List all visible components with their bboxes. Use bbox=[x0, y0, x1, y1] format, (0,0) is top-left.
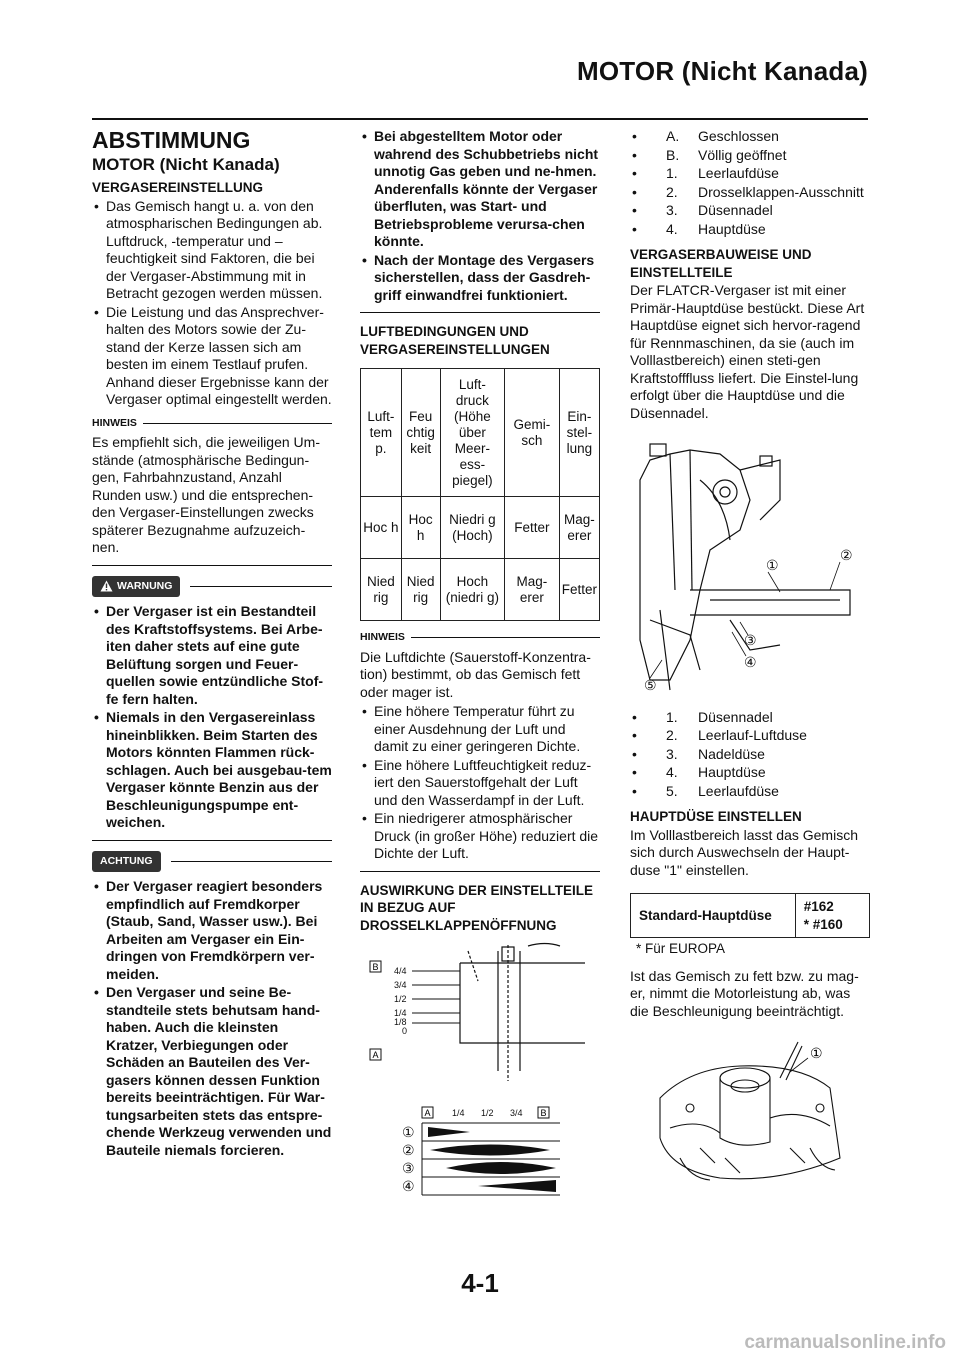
table-cell: Fetter bbox=[559, 559, 599, 621]
conditions-table bbox=[360, 368, 600, 621]
divider bbox=[92, 840, 332, 841]
scale-label-b: B bbox=[540, 1108, 547, 1118]
carburetor-figure bbox=[630, 440, 870, 696]
table-cell: Hoc h bbox=[361, 497, 402, 559]
photo-callout-1: ① bbox=[810, 1045, 823, 1061]
note-label: HINWEIS bbox=[92, 416, 137, 429]
opening-label: 4/4 bbox=[394, 966, 407, 976]
table-header-cell: Ein-stel-lung bbox=[559, 369, 599, 497]
note-bullets bbox=[360, 703, 600, 863]
caution-bullets bbox=[92, 878, 332, 1159]
luftbedingungen-title: LUFTBEDINGUNGEN UND VERGASEREINSTELLUNGEN bbox=[360, 324, 550, 357]
figure-legend bbox=[630, 709, 870, 801]
table-row bbox=[631, 894, 870, 938]
warning-badge: WARNUNG bbox=[92, 576, 180, 598]
table-header-cell: Feu chtig keit bbox=[401, 369, 440, 497]
header-rule bbox=[92, 118, 868, 120]
callout-4: ④ bbox=[744, 654, 757, 670]
warning-bullets bbox=[92, 603, 332, 832]
row-callout: ① bbox=[402, 1124, 415, 1140]
table-cell: Fetter bbox=[505, 497, 560, 559]
opening-label: 1/2 bbox=[394, 994, 407, 1004]
list-item: • Eine höhere Temperatur führt zu einer Ausdehnung der Luft und damit zu einer geringeren Dichte. bbox=[360, 703, 600, 756]
table-header-cell: Gemi-sch bbox=[505, 369, 560, 497]
opening-label: 0 bbox=[402, 1026, 408, 1036]
main-jet-photo bbox=[630, 1038, 870, 1188]
hauptduese-title: HAUPTDÜSE EINSTELLEN bbox=[630, 809, 802, 824]
list-item: • Der Vergaser ist ein Bestandteil des Kraftstoffsystems. Bei Arbe-iten daher stets auf eine gute Belüftung sorgen und Feuer-quellen sowie entzündliche Stof-fe fern halten. bbox=[92, 603, 332, 708]
list-item: • Das Gemisch hangt u. a. von den atmospharischen Bedingungen ab. Luftdruck, -temperatur und –feuchtigkeit sind Faktoren, die bei der Vergaser-Abstimmung mit in Betracht gezogen werden müssen. bbox=[92, 198, 332, 303]
column-right bbox=[630, 128, 870, 1193]
scale-label: 1/2 bbox=[481, 1108, 494, 1118]
list-item: • A. Geschlossen bbox=[630, 128, 870, 146]
scale-label-a: A bbox=[424, 1108, 431, 1118]
column-left bbox=[92, 128, 332, 1165]
spec-table bbox=[630, 893, 870, 938]
list-item: • 1. Düsennadel bbox=[630, 709, 870, 727]
list-item: • Den Vergaser und seine Be-standteile stets behutsam hand-haben. Auch die kleinsten Kratzer, Verbiegungen oder Schäden an Bauteilen des Ver-gasers können dessen Funktion bereits beeinträchtigen. Für War-tungsarbeiten stets das entspre-chende Werkzeug verwenden und Bauteile niemals forcieren. bbox=[92, 984, 332, 1159]
label-b: B bbox=[372, 962, 379, 972]
callout-5: ⑤ bbox=[644, 677, 657, 693]
label-a: A bbox=[372, 1050, 379, 1060]
table-header-row bbox=[361, 369, 600, 497]
callout-2: ② bbox=[840, 547, 853, 563]
caution-header bbox=[92, 851, 332, 873]
table-cell: Mag-erer bbox=[505, 559, 560, 621]
table-cell: Hoc h bbox=[401, 497, 440, 559]
table-cell: Nied rig bbox=[361, 559, 402, 621]
list-item: • 2. Drosselklappen-Ausschnitt bbox=[630, 184, 870, 202]
opening-label: 3/4 bbox=[394, 980, 407, 990]
scale-label: 1/4 bbox=[452, 1108, 465, 1118]
row-callout: ② bbox=[402, 1142, 415, 1158]
table-header-cell: Luft-druck (Höhe über Meer-ess-piegel) bbox=[440, 369, 504, 497]
list-item: • 3. Düsennadel bbox=[630, 202, 870, 220]
list-item: • 1. Leerlaufdüse bbox=[630, 165, 870, 183]
list-item: • 4. Hauptdüse bbox=[630, 221, 870, 239]
watermark: carmanualsonline.info bbox=[744, 1332, 946, 1353]
list-item: • Bei abgestelltem Motor oder wahrend des Schubbetriebs nicht unnotig Gas geben und ne-hmen. Anderenfalls könnte der Vergaser überfluten, was Start- und Betriebsprobleme verursa-chen könnte. bbox=[360, 128, 600, 251]
list-item: • B. Völlig geöffnet bbox=[630, 147, 870, 165]
throttle-opening-diagram bbox=[360, 941, 600, 1231]
vergasereinstellung-title: VERGASEREINSTELLUNG bbox=[92, 180, 264, 195]
list-item: • Ein niedrigerer atmosphärischer Druck (in großer Höhe) reduziert die Dichte der Luft. bbox=[360, 810, 600, 863]
opening-label: 1/4 bbox=[394, 1008, 407, 1018]
section-subheading: MOTOR (Nicht Kanada) bbox=[92, 154, 280, 174]
warning-header bbox=[92, 576, 332, 598]
note-header bbox=[92, 415, 332, 433]
callout-3: ③ bbox=[744, 632, 757, 648]
list-item: • Der Vergaser reagiert besonders empfindlich auf Fremdkorper (Staub, Sand, Wasser usw.). Bei Arbeiten am Vergaser ein Ein-dringen von Fremdkörpern ver-meiden. bbox=[92, 878, 332, 983]
page-header-title: MOTOR (Nicht Kanada) bbox=[577, 56, 868, 86]
table-cell: Nied rig bbox=[401, 559, 440, 621]
auswirkung-title: AUSWIRKUNG DER EINSTELLTEILE IN BEZUG AUF DROSSELKLAPPENÖFFNUNG bbox=[360, 882, 594, 933]
list-item: • Die Leistung und das Ansprechver-halten des Motors sowie der Zu-stand der Kerze lassen sich am besten im einem Testlauf prufen. Anhand dieser Ergebnisse kann der Vergaser optimal eingestellt werden. bbox=[92, 304, 332, 409]
page-number: 4-1 bbox=[461, 1268, 499, 1298]
note-header bbox=[360, 629, 600, 647]
table-cell: Niedri g (Hoch) bbox=[440, 497, 504, 559]
vergaserbauweise-title: VERGASERBAUWEISE UND EINSTELLTEILE bbox=[630, 247, 812, 280]
list-item: • 5. Leerlaufdüse bbox=[630, 783, 870, 801]
list-item: • 4. Hauptdüse bbox=[630, 764, 870, 782]
caution-bullets-continued bbox=[360, 128, 600, 304]
table-cell: Hoch (niedri g) bbox=[440, 559, 504, 621]
scale-label: 3/4 bbox=[510, 1108, 523, 1118]
divider bbox=[360, 312, 600, 313]
divider bbox=[92, 565, 332, 566]
table-row bbox=[361, 559, 600, 621]
table-cell: Mag-erer bbox=[559, 497, 599, 559]
vergaserbauweise-text: Der FLATCR-Vergaser ist mit einer Primär-Hauptdüse bestückt. Diese Art Hauptdüse eignet sich hervor-ragend für Rennmaschinen, da sie (auch im Volllastbereich) einen steti-gen Kraftstofffluss liefert. Die Einstel-lung erfolgt über die Hauptdüse und die Düsennadel. bbox=[630, 282, 865, 421]
list-item: • Eine höhere Luftfeuchtigkeit reduz-iert den Sauerstoffgehalt der Luft und den Wasserdampf in der Luft. bbox=[360, 757, 600, 810]
spec-label: Standard-Hauptdüse bbox=[631, 894, 796, 938]
row-callout: ③ bbox=[402, 1160, 415, 1176]
list-item: • Niemals in den Vergasereinlass hineinblikken. Beim Starten des Motors könnten Flammen rück-schlagen. Auch bei ausgebau-tem Vergaser könnte Benzin aus der Beschleunigungspumpe ent-weichen. bbox=[92, 709, 332, 832]
spec-values: #162 * #160 bbox=[795, 894, 869, 938]
diagram-legend bbox=[630, 128, 870, 238]
caution-badge: ACHTUNG bbox=[92, 851, 161, 873]
table-row bbox=[361, 497, 600, 559]
note-label: HINWEIS bbox=[360, 631, 405, 643]
footnote: * Für EUROPA bbox=[636, 941, 726, 956]
row-callout: ④ bbox=[402, 1178, 415, 1194]
note-text: Die Luftdichte (Sauerstoff-Konzentra-tion) bestimmt, ob das Gemisch fett oder mager ist. bbox=[360, 648, 591, 700]
callout-1: ① bbox=[766, 557, 779, 573]
list-item: • Nach der Montage des Vergasers sicherstellen, dass der Gasdreh-griff einwandfrei funktioniert. bbox=[360, 252, 600, 305]
table-header-cell: Luft-tem p. bbox=[361, 369, 402, 497]
intro-bullets bbox=[92, 198, 332, 409]
column-middle bbox=[360, 128, 600, 1236]
closing-text: Ist das Gemisch zu fett bzw. zu mag-er, nimmt die Motorleistung ab, was die Beschleunigung beeinträchtigt. bbox=[630, 967, 859, 1019]
warning-triangle-icon bbox=[100, 580, 113, 592]
note-text: Es empfiehlt sich, die jeweiligen Um-stände (atmosphärische Bedingun-gen, Fahrbahnzustand, Anzahl Runden usw.) und die entsprechen-den Vergaser-Einstellungen zwecks späterer Bezugnahme aufzuzeich-nen. bbox=[92, 434, 320, 555]
list-item: • 3. Nadeldüse bbox=[630, 746, 870, 764]
hauptduese-text: Im Volllastbereich lasst das Gemisch sich durch Auswechseln der Haupt-duse "1" einstellen. bbox=[630, 826, 858, 878]
opening-label: 1/8 bbox=[394, 1017, 407, 1027]
section-heading: ABSTIMMUNG bbox=[92, 127, 251, 153]
list-item: • 2. Leerlauf-Luftduse bbox=[630, 727, 870, 745]
divider bbox=[360, 871, 600, 872]
